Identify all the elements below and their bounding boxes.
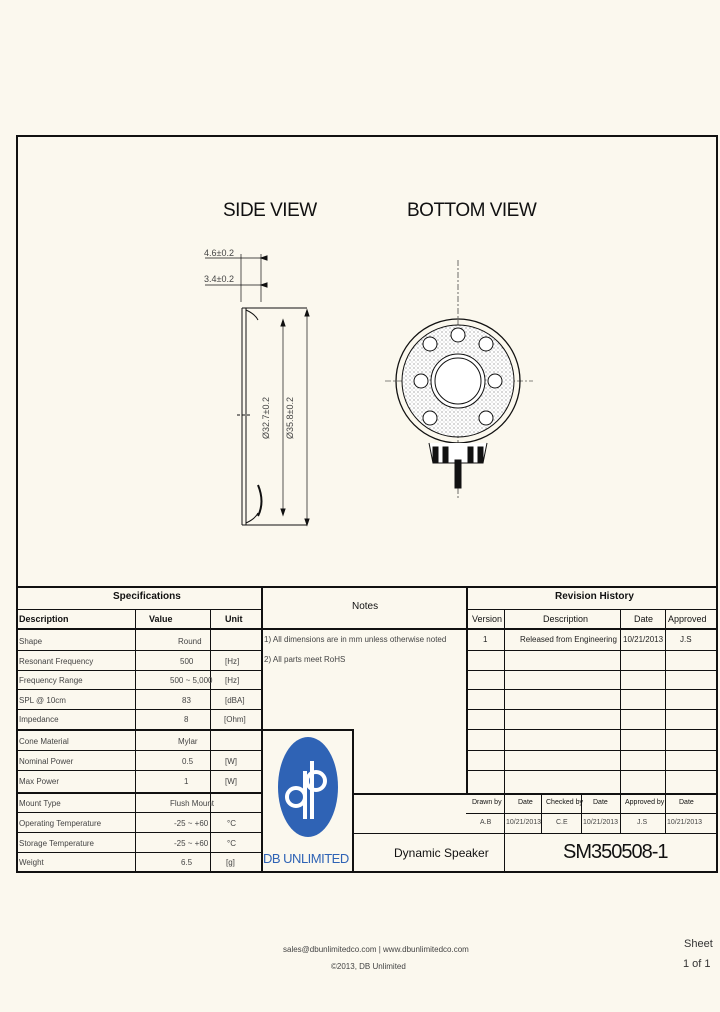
dim-height-inner: 3.4±0.2 bbox=[204, 274, 234, 284]
revision-col-version: Version bbox=[472, 614, 503, 624]
rule bbox=[466, 689, 718, 690]
revision-description: Released from Engineering bbox=[520, 635, 617, 644]
rule bbox=[466, 750, 718, 751]
spec-desc: Cone Material bbox=[19, 737, 69, 746]
spec-unit: °C bbox=[227, 819, 236, 828]
spec-unit: °C bbox=[227, 839, 236, 848]
revision-date: 10/21/2013 bbox=[623, 635, 664, 644]
rule bbox=[16, 812, 261, 813]
rule bbox=[466, 729, 718, 730]
rule bbox=[352, 793, 718, 795]
rule bbox=[466, 650, 718, 651]
rule bbox=[466, 670, 718, 671]
approved-date-label: Date bbox=[679, 799, 694, 806]
spec-unit: [W] bbox=[225, 757, 237, 766]
spec-value: Flush Mount bbox=[170, 799, 215, 808]
spec-value: Mylar bbox=[178, 737, 198, 746]
rule bbox=[16, 729, 261, 731]
approved-by: J.S bbox=[637, 819, 648, 826]
part-number: SM350508-1 bbox=[563, 841, 668, 863]
spec-desc: SPL @ 10cm bbox=[19, 696, 66, 705]
rule bbox=[261, 628, 718, 630]
spec-desc: Shape bbox=[19, 637, 43, 646]
rule bbox=[16, 609, 261, 610]
spec-desc: Frequency Range bbox=[19, 676, 83, 685]
side-view-drawing bbox=[195, 240, 335, 540]
spec-unit: [Hz] bbox=[225, 676, 240, 685]
side-view-title: SIDE VIEW bbox=[223, 200, 317, 221]
notes-title: Notes bbox=[352, 601, 379, 612]
table-top-rule bbox=[16, 586, 718, 588]
rule bbox=[16, 670, 261, 671]
spec-value: 1 bbox=[184, 777, 189, 786]
rule bbox=[352, 729, 354, 873]
specs-col-value: Value bbox=[149, 614, 173, 624]
spec-desc: Nominal Power bbox=[19, 757, 74, 766]
bottom-view-drawing bbox=[385, 255, 535, 505]
checked-date: 10/21/2013 bbox=[583, 819, 619, 826]
dim-inner-diameter: Ø32.7±0.2 bbox=[260, 397, 271, 439]
spec-unit: [Hz] bbox=[225, 657, 240, 666]
spec-desc: Storage Temperature bbox=[19, 839, 95, 848]
rule bbox=[16, 628, 261, 630]
checked-by: C.E bbox=[556, 819, 568, 826]
revision-col-description: Description bbox=[543, 614, 589, 624]
approved-date: 10/21/2013 bbox=[667, 819, 703, 826]
footer-contact: sales@dbunlimitedco.com | www.dbunlimitedco.com bbox=[283, 945, 469, 954]
revision-col-approved: Approved bbox=[668, 614, 707, 624]
revision-approved: J.S bbox=[680, 635, 692, 644]
rule bbox=[261, 729, 352, 731]
spec-value: 500 ~ 5,000 bbox=[170, 676, 213, 685]
spec-desc: Resonant Frequency bbox=[19, 657, 94, 666]
drawn-date-label: Date bbox=[518, 799, 533, 806]
spec-value: Round bbox=[178, 637, 202, 646]
rule bbox=[504, 609, 505, 793]
drawing-sheet-border bbox=[16, 135, 718, 873]
rule bbox=[16, 650, 261, 651]
spec-desc: Max Power bbox=[19, 777, 60, 786]
rule bbox=[665, 609, 666, 793]
spec-value: 83 bbox=[182, 696, 191, 705]
rule bbox=[504, 833, 505, 873]
revision-col-date: Date bbox=[634, 614, 654, 624]
spec-value: -25 ~ +60 bbox=[174, 819, 209, 828]
rule bbox=[352, 833, 718, 834]
revision-title: Revision History bbox=[555, 591, 634, 602]
note-item: 1) All dimensions are in mm unless otherwise noted bbox=[264, 635, 447, 644]
product-name: Dynamic Speaker bbox=[394, 846, 489, 860]
spec-value: 8 bbox=[184, 715, 189, 724]
rule bbox=[16, 689, 261, 690]
rule bbox=[135, 609, 136, 873]
spec-value: 0.5 bbox=[182, 757, 194, 766]
drawn-date: 10/21/2013 bbox=[506, 819, 542, 826]
rule bbox=[210, 609, 211, 873]
spec-unit: [W] bbox=[225, 777, 237, 786]
spec-unit: [g] bbox=[226, 858, 235, 867]
drawn-by-label: Drawn by bbox=[472, 799, 502, 806]
spec-unit: [dBA] bbox=[225, 696, 245, 705]
rule bbox=[466, 813, 718, 814]
dim-outer-diameter: Ø35.8±0.2 bbox=[284, 397, 295, 439]
rule bbox=[16, 832, 261, 833]
sheet-label: Sheet bbox=[684, 938, 713, 950]
specs-title: Specifications bbox=[113, 591, 181, 602]
spec-value: -25 ~ +60 bbox=[174, 839, 209, 848]
rule bbox=[466, 709, 718, 710]
specs-col-description: Description bbox=[19, 614, 69, 624]
approved-by-label: Approved by bbox=[625, 799, 665, 806]
rule bbox=[16, 750, 261, 751]
spec-desc: Mount Type bbox=[19, 799, 61, 808]
spec-unit: [Ohm] bbox=[224, 715, 246, 724]
rule bbox=[16, 709, 261, 710]
drawn-by: A.B bbox=[480, 819, 492, 826]
spec-desc: Impedance bbox=[19, 715, 59, 724]
rule bbox=[466, 770, 718, 771]
spec-value: 6.5 bbox=[181, 858, 193, 867]
note-item: 2) All parts meet RoHS bbox=[264, 655, 346, 664]
footer-copyright: ©2013, DB Unlimited bbox=[331, 962, 406, 971]
spec-desc: Operating Temperature bbox=[19, 819, 102, 828]
logo-text: DB UNLIMITED bbox=[263, 851, 349, 866]
checked-date-label: Date bbox=[593, 799, 608, 806]
rule bbox=[16, 792, 261, 794]
checked-by-label: Checked by bbox=[546, 799, 583, 806]
spec-value: 500 bbox=[180, 657, 194, 666]
dim-height-total: 4.6±0.2 bbox=[204, 248, 234, 258]
bottom-view-title: BOTTOM VIEW bbox=[407, 200, 537, 221]
rule bbox=[16, 770, 261, 771]
revision-version: 1 bbox=[483, 635, 488, 644]
rule bbox=[16, 852, 261, 853]
spec-desc: Weight bbox=[19, 858, 44, 867]
rule bbox=[620, 609, 621, 793]
sheet-number: 1 of 1 bbox=[683, 958, 711, 970]
db-logo-mark bbox=[276, 733, 340, 841]
specs-col-unit: Unit bbox=[225, 614, 243, 624]
